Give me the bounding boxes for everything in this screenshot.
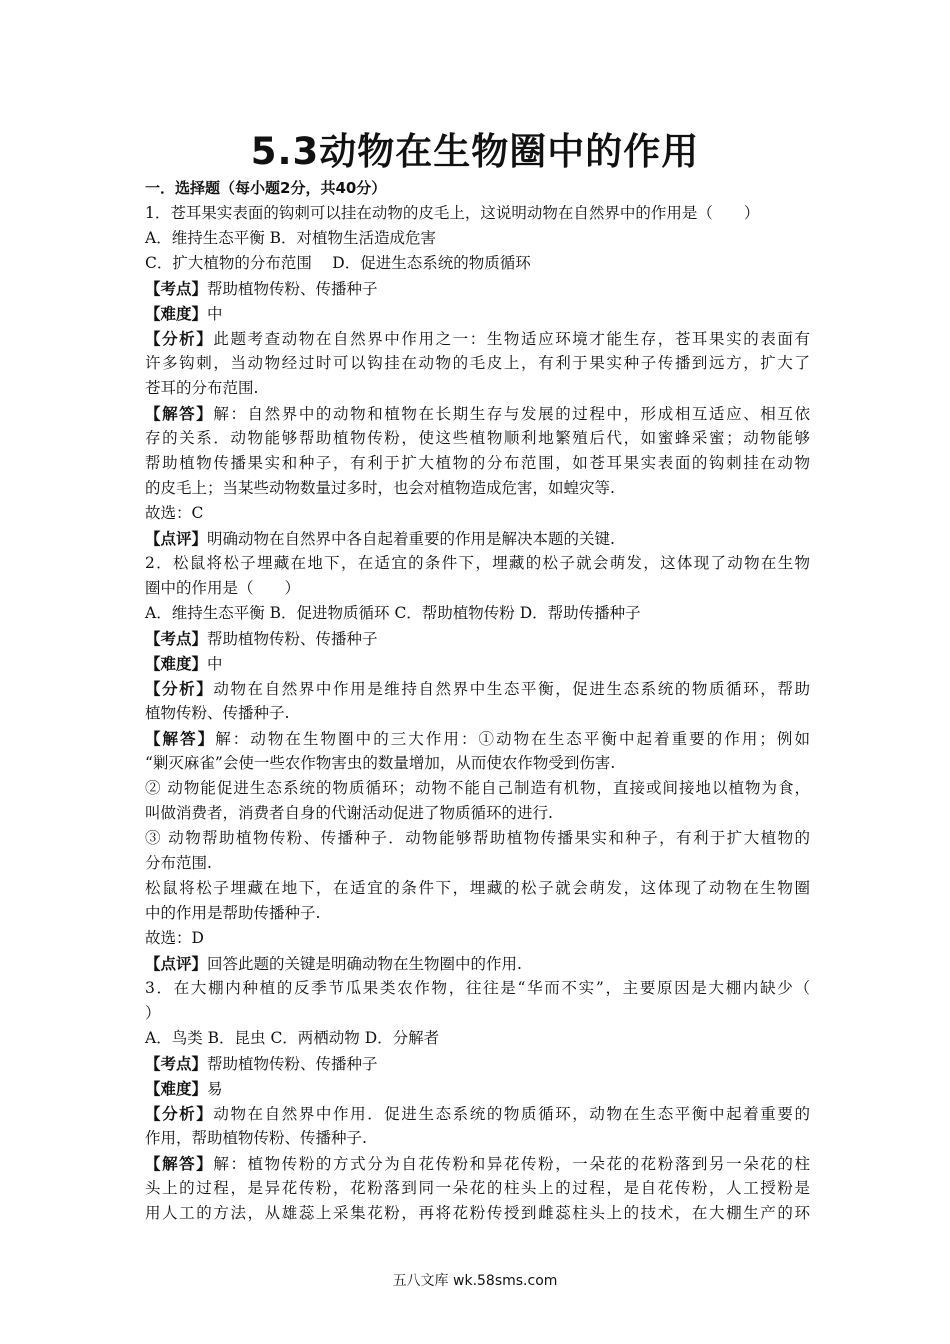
line-label: 【考点】 xyxy=(145,279,208,298)
line-text: 帮助植物传播果实和种子，有利于扩大植物的分布范围，如苍耳果实表面的钩刺挂在动物 xyxy=(145,454,810,472)
text-line xyxy=(145,1101,810,1126)
text-line xyxy=(145,1001,810,1026)
text-line xyxy=(145,576,810,601)
line-text: 此题考查动物在自然界中作用之一：生物适应环境才能生存，苍耳果实的表面有 xyxy=(213,330,810,348)
line-text: 一．选择题（每小题2分，共40分） xyxy=(145,179,387,197)
line-text: 分布范围. xyxy=(145,854,212,872)
line-text: 圈中的作用是（ ） xyxy=(145,579,301,597)
section-heading xyxy=(145,176,810,201)
line-text: A．维持生态平衡 B．促进物质循环 C．帮助植物传粉 D．帮助传播种子 xyxy=(145,604,641,622)
text-line xyxy=(145,451,810,476)
line-text: 回答此题的关键是明确动物在生物圈中的作用. xyxy=(207,955,522,973)
text-line xyxy=(145,751,810,776)
line-text: 中 xyxy=(207,305,223,323)
text-line xyxy=(145,826,810,851)
line-label: 【考点】 xyxy=(145,629,208,648)
line-text: 存的关系．动物能够帮助植物传粉，使这些植物顺利地繁殖后代，如蜜蜂采蜜；动物能够 xyxy=(145,429,810,447)
text-line xyxy=(145,1201,810,1226)
line-label: 【考点】 xyxy=(145,1054,208,1073)
line-label: 【难度】 xyxy=(145,1079,208,1098)
line-label: 【分析】 xyxy=(145,679,214,698)
text-line xyxy=(145,676,810,701)
line-text: 1．苍耳果实表面的钩刺可以挂在动物的皮毛上，这说明动物在自然界中的作用是（ ） xyxy=(145,204,760,222)
text-line xyxy=(145,651,810,676)
line-label: 【分析】 xyxy=(145,329,214,348)
line-label: 【点评】 xyxy=(145,954,208,973)
text-line xyxy=(145,476,810,501)
line-text: 头上的过程，是异花传粉，花粉落到同一朵花的柱头上的过程，是自花传粉，人工授粉是 xyxy=(145,1179,810,1197)
text-line xyxy=(145,926,810,951)
line-label: 【解答】 xyxy=(145,729,216,748)
line-text: 帮助植物传粉、传播种子 xyxy=(207,630,378,648)
line-text: 故选：D xyxy=(145,929,204,947)
document-body xyxy=(145,176,810,1226)
line-text: 作用，帮助植物传粉、传播种子. xyxy=(145,1129,367,1147)
text-line xyxy=(145,851,810,876)
line-text: 动物在自然界中作用是维持自然界中生态平衡，促进生态系统的物质循环，帮助 xyxy=(213,680,810,698)
line-text: 中的作用是帮助传播种子. xyxy=(145,904,321,922)
line-text: 动物在自然界中作用．促进生态系统的物质循环，动物在生态平衡中起着重要的 xyxy=(213,1105,810,1123)
line-text: 解：自然界中的动物和植物在长期生存与发展的过程中，形成相互适应、相互依 xyxy=(213,405,810,423)
text-line xyxy=(145,601,810,626)
line-text: 的皮毛上；当某些动物数量过多时，也会对植物造成危害，如蝗灾等. xyxy=(145,479,615,497)
text-line xyxy=(145,351,810,376)
line-label: 【难度】 xyxy=(145,654,208,673)
text-line xyxy=(145,1076,810,1101)
text-line xyxy=(145,251,810,276)
line-text: ） xyxy=(145,1004,161,1022)
text-line xyxy=(145,1126,810,1151)
text-line xyxy=(145,726,810,751)
line-text: 明确动物在自然界中各自起着重要的作用是解决本题的关键. xyxy=(207,530,615,548)
line-text: 易 xyxy=(207,1080,223,1098)
line-text: 帮助植物传粉、传播种子 xyxy=(207,1055,378,1073)
text-line xyxy=(145,876,810,901)
line-text: ③ 动物帮助植物传粉、传播种子．动物能够帮助植物传播果实和种子，有利于扩大植物的 xyxy=(145,829,810,847)
text-line xyxy=(145,526,810,551)
text-line xyxy=(145,901,810,926)
text-line xyxy=(145,701,810,726)
text-line xyxy=(145,776,810,801)
text-line xyxy=(145,551,810,576)
text-line xyxy=(145,501,810,526)
line-text: 2．松鼠将松子埋藏在地下，在适宜的条件下，埋藏的松子就会萌发，这体现了动物在生物 xyxy=(145,554,810,572)
text-line xyxy=(145,626,810,651)
text-line xyxy=(145,326,810,351)
line-label: 【点评】 xyxy=(145,529,208,548)
line-text: 中 xyxy=(207,655,223,673)
line-text: 解：植物传粉的方式分为自花传粉和异花传粉，一朵花的花粉落到另一朵花的柱 xyxy=(213,1155,810,1173)
text-line xyxy=(145,426,810,451)
line-text: 苍耳的分布范围. xyxy=(145,379,259,397)
line-text: 叫做消费者，消费者自身的代谢活动促进了物质循环的进行. xyxy=(145,804,553,822)
line-text: “剿灭麻雀”会使一些农作物害虫的数量增加，从而使农作物受到伤害. xyxy=(145,754,616,772)
line-text: 许多钩刺，当动物经过时可以钩挂在动物的毛皮上，有利于果实种子传播到远方，扩大了 xyxy=(145,354,810,372)
line-label: 【难度】 xyxy=(145,304,208,323)
line-text: A．鸟类 B．昆虫 C．两栖动物 D．分解者 xyxy=(145,1029,440,1047)
text-line xyxy=(145,801,810,826)
text-line xyxy=(145,201,810,226)
text-line xyxy=(145,401,810,426)
line-label: 【分析】 xyxy=(145,1104,214,1123)
line-text: 故选：C xyxy=(145,504,204,522)
text-line xyxy=(145,976,810,1001)
text-line xyxy=(145,1151,810,1176)
text-line xyxy=(145,226,810,251)
line-text: 解：动物在生物圈中的三大作用：①动物在生态平衡中起着重要的作用；例如 xyxy=(215,730,810,748)
text-line xyxy=(145,276,810,301)
line-text: A．维持生态平衡 B．对植物生活造成危害 xyxy=(145,229,437,247)
text-line xyxy=(145,301,810,326)
page-title: 5.3动物在生物圈中的作用 xyxy=(250,130,700,173)
line-text: ② 动物能促进生态系统的物质循环；动物不能自己制造有机物，直接或间接地以植物为食， xyxy=(145,779,810,797)
text-line xyxy=(145,1051,810,1076)
text-line xyxy=(145,1026,810,1051)
line-text: 帮助植物传粉、传播种子 xyxy=(207,280,378,298)
text-line xyxy=(145,1176,810,1201)
line-label: 【解答】 xyxy=(145,1154,214,1173)
text-line xyxy=(145,376,810,401)
line-text: 松鼠将松子埋藏在地下，在适宜的条件下，埋藏的松子就会萌发，这体现了动物在生物圈 xyxy=(145,879,810,897)
line-text: 3．在大棚内种植的反季节瓜果类农作物，往往是“华而不实”，主要原因是大棚内缺少（ xyxy=(145,979,810,997)
line-text: 植物传粉、传播种子. xyxy=(145,704,290,722)
line-text: C．扩大植物的分布范围 D．促进生态系统的物质循环 xyxy=(145,254,531,272)
line-text: 用人工的方法，从雄蕊上采集花粉，再将花粉传授到雌蕊柱头上的技术，在大棚生产的环 xyxy=(145,1204,810,1222)
text-line xyxy=(145,951,810,976)
line-label: 【解答】 xyxy=(145,404,214,423)
page-footer: 五八文库 wk.58sms.com xyxy=(392,1273,558,1289)
